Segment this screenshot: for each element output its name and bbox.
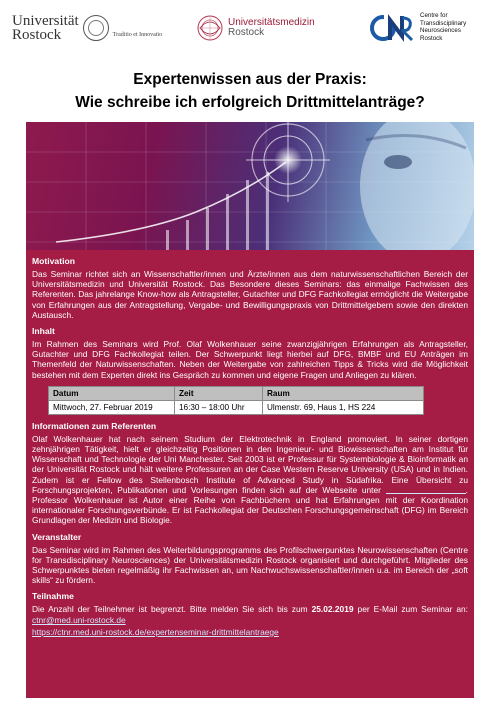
header-logos	[0, 0, 500, 58]
event-details-table	[48, 386, 424, 415]
table-header-zeit: Zeit	[175, 386, 263, 400]
referent-heading: Informationen zum Referenten	[32, 420, 157, 431]
ctnr-line: Rostock	[420, 34, 443, 42]
um-emblem-icon	[196, 14, 224, 42]
universitaetsmedizin-logo[interactable]	[196, 14, 315, 42]
table-cell-date: Mittwoch, 27. Februar 2019	[49, 400, 175, 414]
referent-website-link[interactable]	[386, 486, 466, 494]
um-name-line2: Rostock	[228, 27, 265, 38]
hero-image	[26, 122, 474, 250]
referent-text-part1: Olaf Wolkenhauer hat nach seinem Studium der Elektrotechnik in England promoviert. In seiner dortigen zehnjährigen Tätigkeit, hielt er gleichzeitig Positionen in den Ingenieur- und Biowissenschaften am Institut für Wissenschaft und Technologie der Uni Manchester. Seit 2003 ist er Professur für Systembiologie & Bioinformatik an der Universität Rostock und hält weitere Professuren an der Case Western Reserve University (USA) und in Indien. Zudem ist er Fellow des Stellenbosch Institute of Advanced Study in Südafrika. Eine Übersicht zu Forschungsprojekten, Publikationen und Vorlesungen finden sich auf der Webseite unter	[32, 433, 468, 495]
veranstalter-heading: Veranstalter	[32, 531, 82, 542]
hero-graphic-illustration	[26, 122, 474, 250]
info-panel	[26, 250, 474, 698]
inhalt-text: Im Rahmen des Seminars wird Prof. Olaf Wolkenhauer seine zwanzigjährigen Erfahrungen als Antragsteller, Gutachter und DFG Fachkollegiat teilen. Der Schwerpunkt liegt hierbei auf DFG, BMBF und EU Anträgen im Themenfeld der Naturwissenschaften. Neben der Weitergabe von zahlreichen Tipps & Tricks wird die Möglichkeit bestehen mit dem Experten direkt ins Gespräch zu kommen und eigene Fragen und Anliegen zu klären.	[32, 339, 468, 380]
ctnr-emblem-icon	[370, 12, 414, 42]
referent-text-part2: . Professor Wolkenhauer ist Autor einer Reihe von Fachbüchern und hat Erfahrungen mit der Koordination internationaler Forschungsverbünde. Er ist Fachkollegiat der Deutschen Forschungsgemeinschaft (DFG) im Bereich Grundlagen der Medizin und Biologie.	[32, 484, 468, 526]
inhalt-heading: Inhalt	[32, 326, 55, 337]
table-cell-room: Ulmenstr. 69, Haus 1, HS 224	[263, 400, 424, 414]
university-name	[12, 14, 79, 42]
university-name-line2: Rostock	[12, 27, 62, 43]
seminar-url-link[interactable]: https://ctnr.med.uni-rostock.de/expertenseminar-drittmittelantraege	[32, 626, 279, 637]
teilnahme-text	[32, 604, 468, 637]
university-seal-icon	[83, 15, 109, 41]
page-title	[0, 68, 500, 114]
ctnr-line: Neurosciences	[420, 27, 461, 34]
motivation-text: Das Seminar richtet sich an Wissenschaftler/innen und Ärzte/innen aus dem naturwissenschaftlichen Bereich der Universitätsmedizin und Universität Rostock. Das Besondere dieses Seminars: das einmalige Fachwissen des Referenten. Das jahrelange Know-how als Antragsteller, Gutachter und DFG Fachkollegiat ermöglicht die Weitergabe von Erfahrungen aus der Antragstellung, Vergabe- und Bewilligungspraxis von Drittmittelgebern sowie den direkten Austausch.	[32, 269, 468, 320]
veranstalter-text: Das Seminar wird im Rahmen des Weiterbildungsprogramms des Profilschwerpunktes Neurowissenschaften (Centre for Transdisciplinary Neurosciences) der Universitätsmedizin Rostock organisiert und durchgeführt. Mitglieder des Schwerpunktes bieten regelmäßig ihr Fachwissen an, um Nachwuchswissenschaftler/innen u.a. im Bereich der „soft skills“ zu fördern.	[32, 544, 468, 586]
table-header-datum: Datum	[49, 386, 175, 400]
registration-deadline: 25.02.2019	[311, 604, 354, 615]
table-row	[49, 400, 424, 414]
um-name-line1: Universitätsmedizin	[228, 17, 315, 28]
ctnr-line: Centre for	[420, 12, 448, 19]
ctnr-logo[interactable]	[370, 12, 466, 42]
table-header-row	[49, 386, 424, 400]
ctnr-line: Transdisciplinary	[420, 19, 467, 27]
title-line1: Expertenwissen aus der Praxis:	[133, 71, 367, 88]
referent-text	[32, 434, 468, 526]
ctnr-name	[420, 12, 466, 42]
teilnahme-text-part1: Die Anzahl der Teilnehmer ist begrenzt. Bitte melden Sie sich bis zum	[32, 604, 308, 615]
title-line2: Wie schreibe ich erfolgreich Drittmittelanträge?	[75, 94, 425, 111]
teilnahme-text-part2: per E-Mail zum Seminar an:	[357, 604, 468, 615]
university-rostock-logo[interactable]	[12, 14, 162, 42]
teilnahme-heading: Teilnahme	[32, 591, 74, 602]
table-cell-time: 16:30 – 18:00 Uhr	[175, 400, 263, 414]
registration-email-link[interactable]: ctnr@med.uni-rostock.de	[32, 614, 126, 625]
motivation-heading: Motivation	[32, 256, 75, 266]
university-name-line1: Universität	[12, 13, 79, 29]
university-tagline: Traditio et Innovatio	[112, 32, 163, 38]
table-header-raum: Raum	[263, 386, 424, 400]
